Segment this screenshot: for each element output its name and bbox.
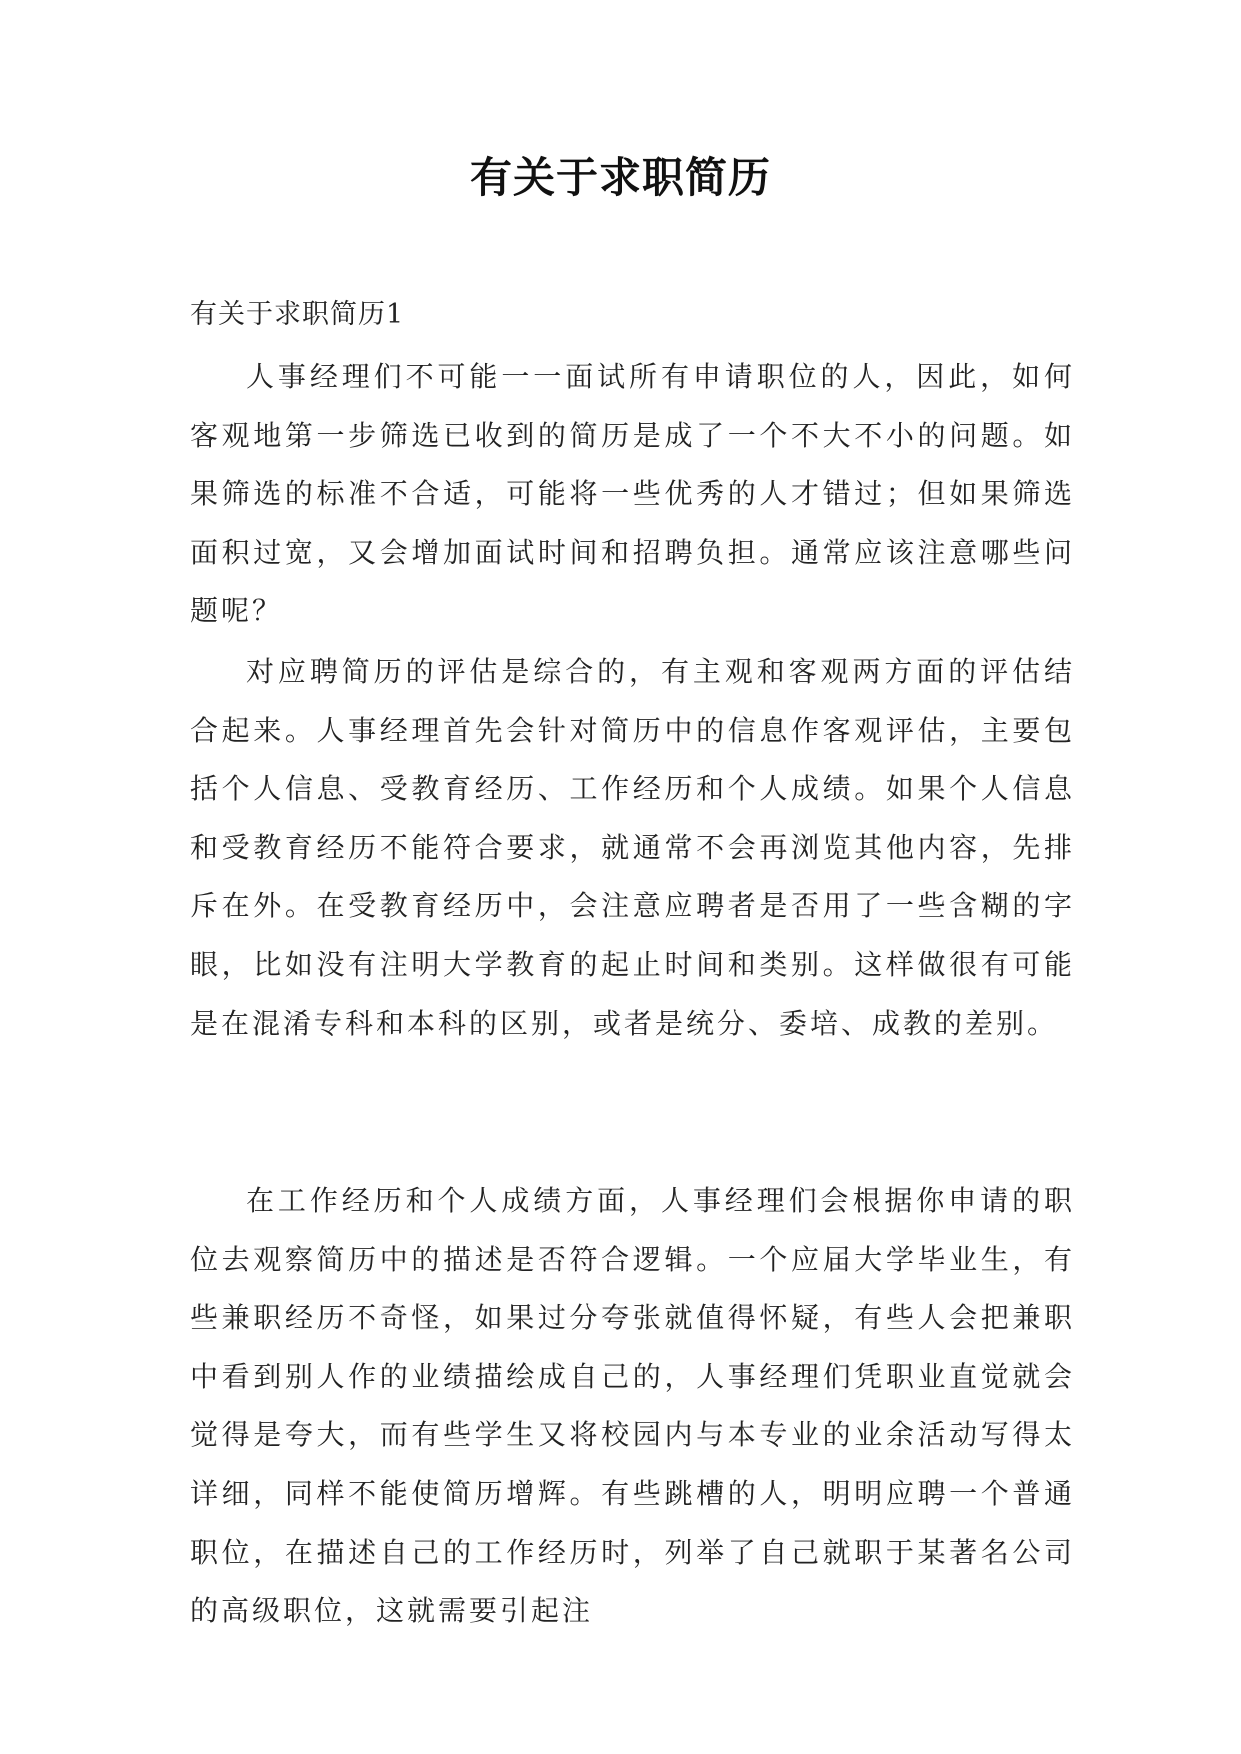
document-title: 有关于求职简历 [469,153,771,202]
body-paragraph-1: 人事经理们不可能一一面试所有申请职位的人，因此，如何客观地第一步筛选已收到的简历是成了一个不大不小的问题。如果筛选的标准不合适，可能将一些优秀的人才错过；但如果筛选面积过宽，又会增加面试时间和招聘负担。通常应该注意哪些问题呢？ [190,360,1075,628]
body-paragraph-2: 对应聘简历的评估是综合的，有主观和客观两方面的评估结合起来。人事经理首先会针对简历中的信息作客观评估，主要包括个人信息、受教育经历、工作经历和个人成绩。如果个人信息和受教育经历不能符合要求，就通常不会再浏览其他内容，先排斥在外。在受教育经历中，会注意应聘者是否用了一些含糊的字眼，比如没有注明大学教育的起止时间和类别。这样做很有可能是在混淆专科和本科的区别，或者是统分、委培、成教的差别。 [190,655,1075,1040]
section-heading: 有关于求职简历1 [190,299,405,330]
body-paragraph-3: 在工作经历和个人成绩方面，人事经理们会根据你申请的职位去观察简历中的描述是否符合逻辑。一个应届大学毕业生，有些兼职经历不奇怪，如果过分夸张就值得怀疑，有些人会把兼职中看到别人作的业绩描绘成自己的，人事经理们凭职业直觉就会觉得是夸大，而有些学生又将校园内与本专业的业余活动写得太详细，同样不能使简历增辉。有些跳槽的人，明明应聘一个普通职位，在描述自己的工作经历时，列举了自己就职于某著名公司的高级职位，这就需要引起注 [190,1184,1075,1628]
